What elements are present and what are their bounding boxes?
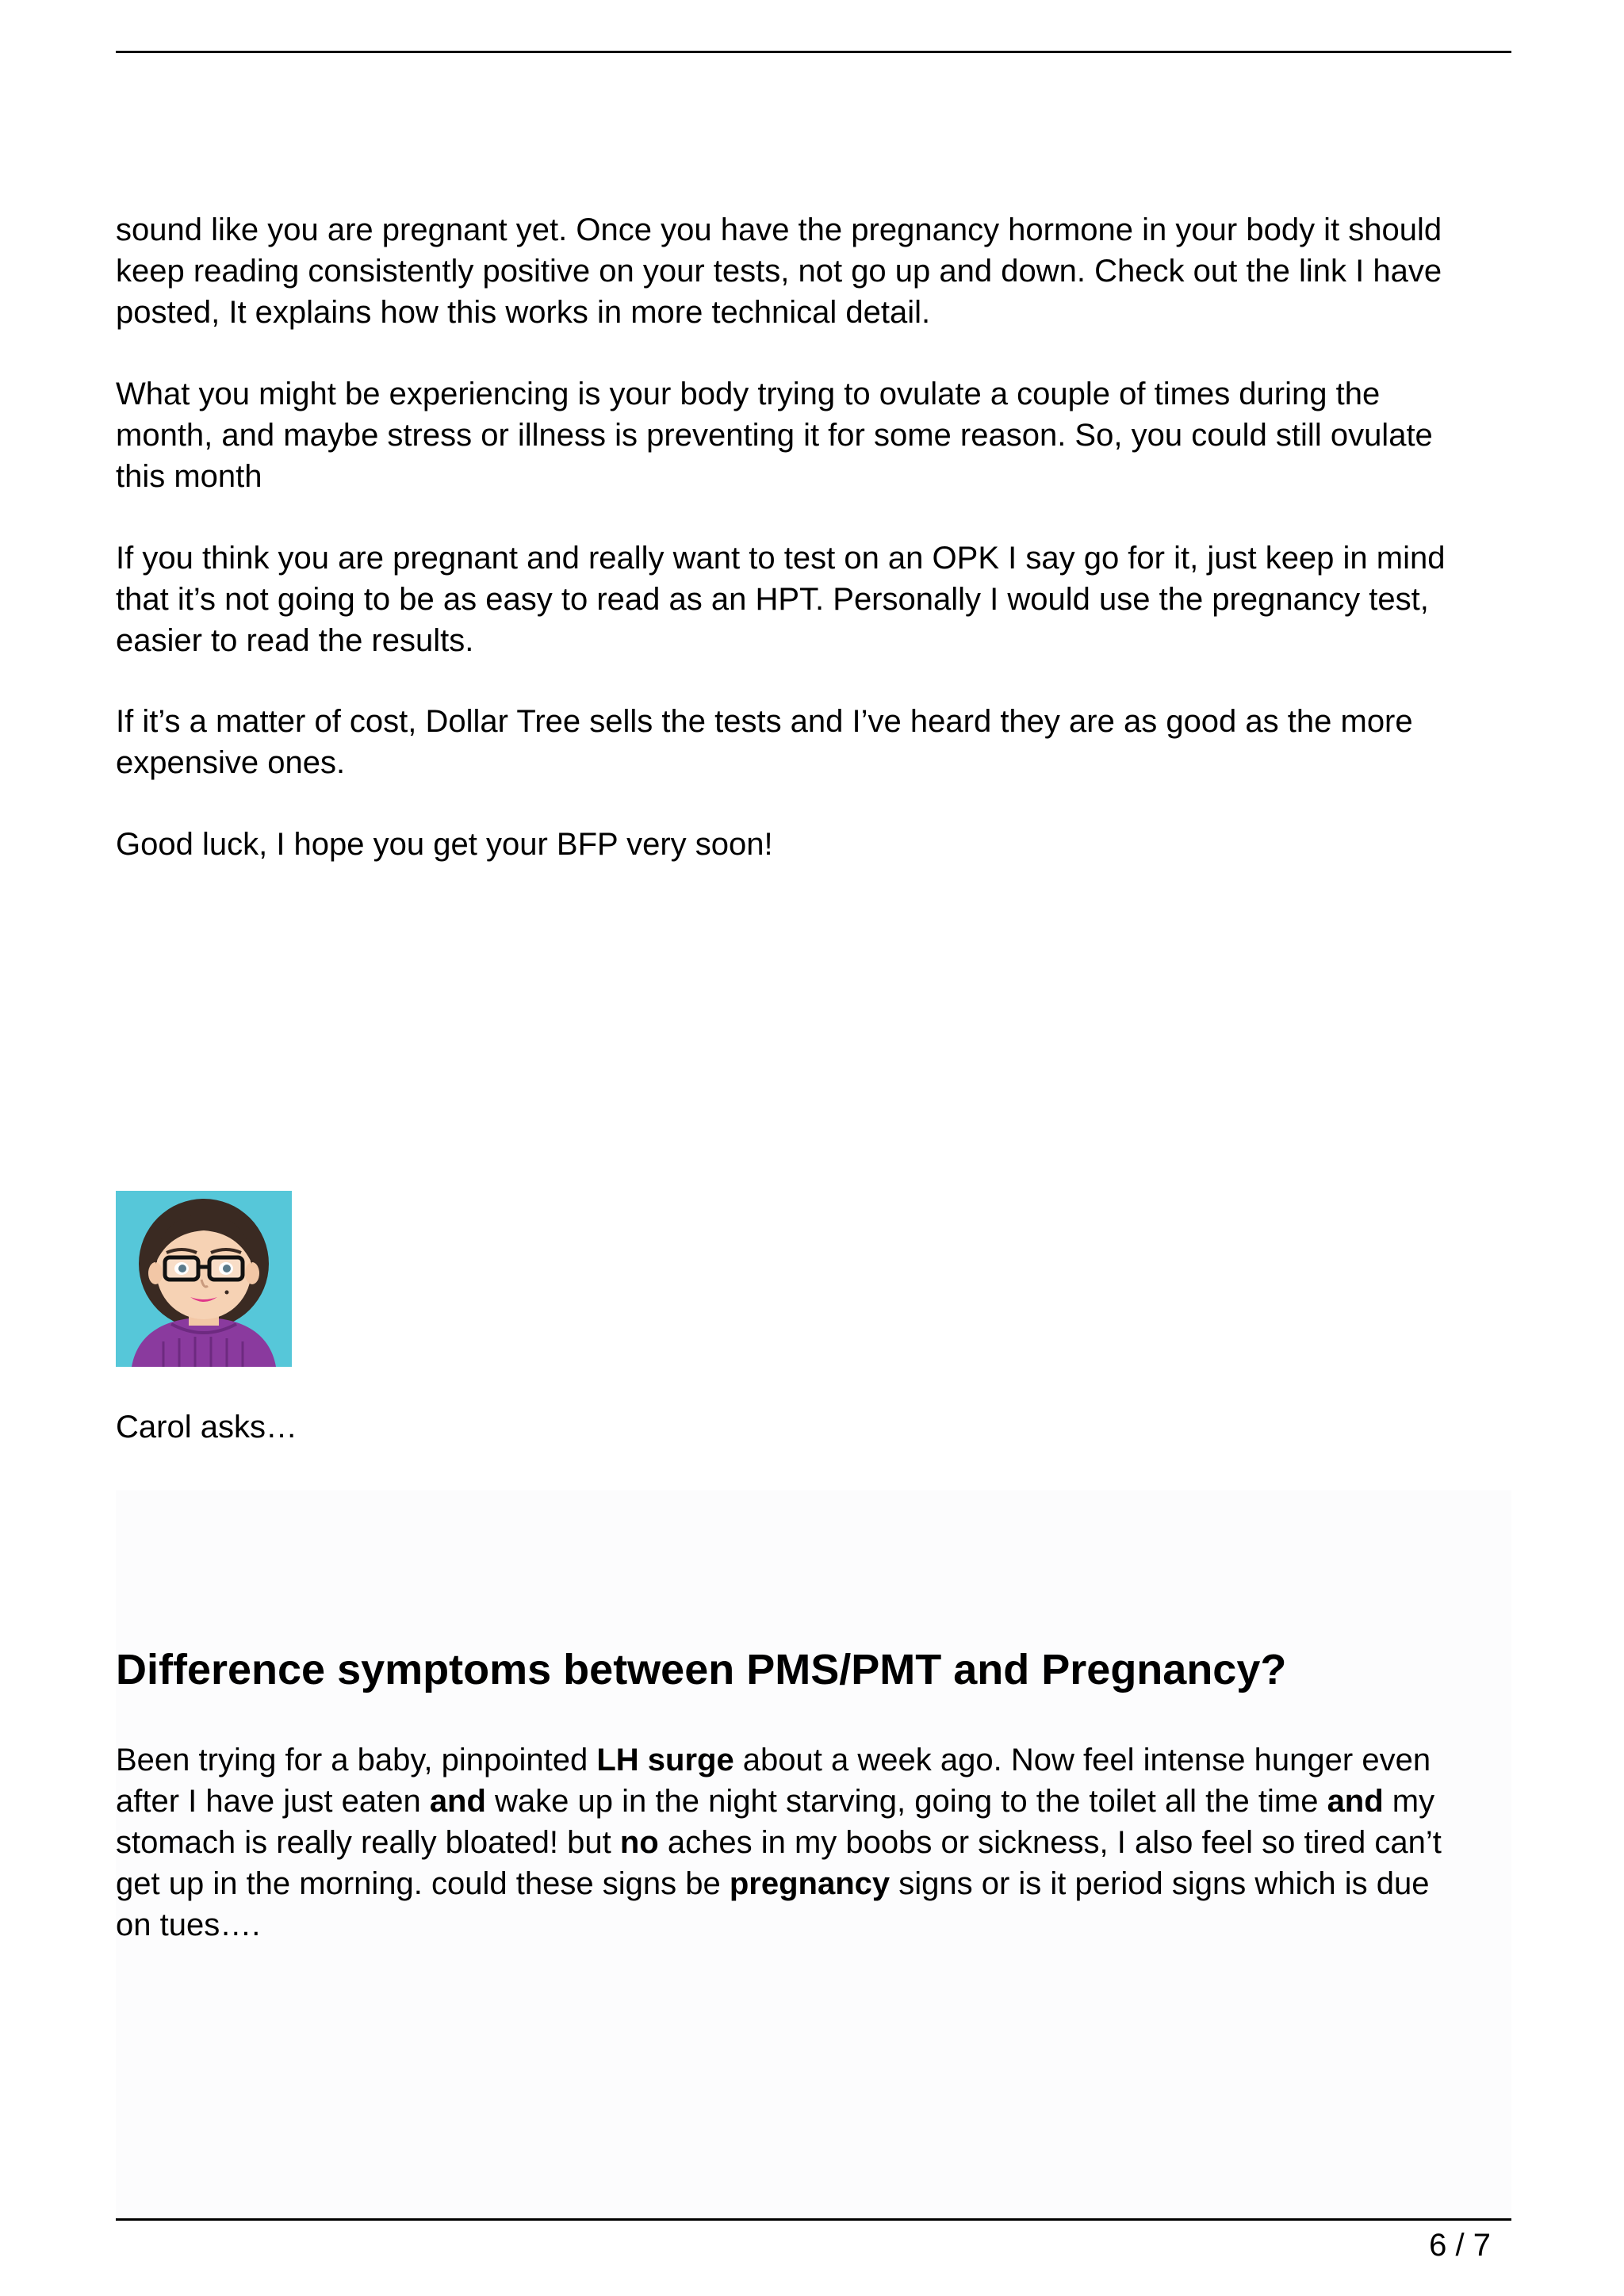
answer-paragraph-5: [116, 824, 1511, 865]
answer-paragraph-4: [116, 701, 1511, 783]
text-line: sound like you are pregnant yet. Once you have the pregnancy hormone in your body it should: [116, 212, 1442, 247]
text-fragment: about a week ago. Now feel intense hunger even: [733, 1743, 1431, 1777]
avatar-drawing: [116, 1191, 292, 1367]
text-line: easier to read the results.: [116, 623, 474, 658]
text-line: If you think you are pregnant and really want to test on an OPK I say go for it, just keep in mind: [116, 541, 1446, 576]
text-fragment: Been trying for a baby, pinpointed: [116, 1743, 597, 1777]
text-line: that it’s not going to be as easy to read as an HPT. Personally I would use the pregnancy test,: [116, 582, 1429, 617]
text-line: this month: [116, 459, 262, 494]
answer-paragraph-1: [116, 209, 1511, 333]
text-fragment: my: [1383, 1784, 1435, 1819]
text-line: Good luck, I hope you get your BFP very soon!: [116, 827, 773, 862]
text-line: What you might be experiencing is your body trying to ovulate a couple of times during the: [116, 377, 1381, 411]
footer-rule: [116, 2218, 1511, 2221]
asker-name: Carol asks…: [116, 1410, 297, 1445]
bold-fragment: pregnancy: [729, 1866, 891, 1901]
text-fragment: get up in the morning. could these signs be: [116, 1866, 730, 1901]
text-fragment: stomach is really really bloated! but: [116, 1825, 620, 1860]
bold-fragment: LH surge: [596, 1743, 734, 1777]
question-body: [116, 1739, 1511, 1946]
bold-fragment: no: [619, 1825, 659, 1860]
text-line: expensive ones.: [116, 745, 346, 780]
answer-paragraph-3: [116, 538, 1511, 661]
bold-fragment: and: [1327, 1784, 1384, 1819]
text-line: month, and maybe stress or illness is preventing it for some reason. So, you could still ovulate: [116, 418, 1433, 453]
question-title: Difference symptoms between PMS/PMT and Pregnancy?: [116, 1646, 1287, 1693]
answer-paragraph-2: [116, 373, 1511, 497]
text-fragment: on tues….: [116, 1908, 261, 1942]
text-line: keep reading consistently positive on your tests, not go up and down. Check out the link I have: [116, 254, 1442, 289]
text-fragment: aches in my boobs or sickness, I also feel so tired can’t: [658, 1825, 1442, 1860]
header-rule: [116, 51, 1511, 53]
text-fragment: signs or is it period signs which is due: [890, 1866, 1430, 1901]
text-fragment: wake up in the night starving, going to the toilet all the time: [485, 1784, 1327, 1819]
bold-fragment: and: [429, 1784, 486, 1819]
text-line: posted, It explains how this works in more technical detail.: [116, 295, 931, 330]
text-line: If it’s a matter of cost, Dollar Tree sells the tests and I’ve heard they are as good as the more: [116, 704, 1413, 739]
text-fragment: after I have just eaten: [116, 1784, 430, 1819]
avatar-icon: [116, 1191, 292, 1367]
page-number: 6 / 7: [1429, 2228, 1491, 2263]
